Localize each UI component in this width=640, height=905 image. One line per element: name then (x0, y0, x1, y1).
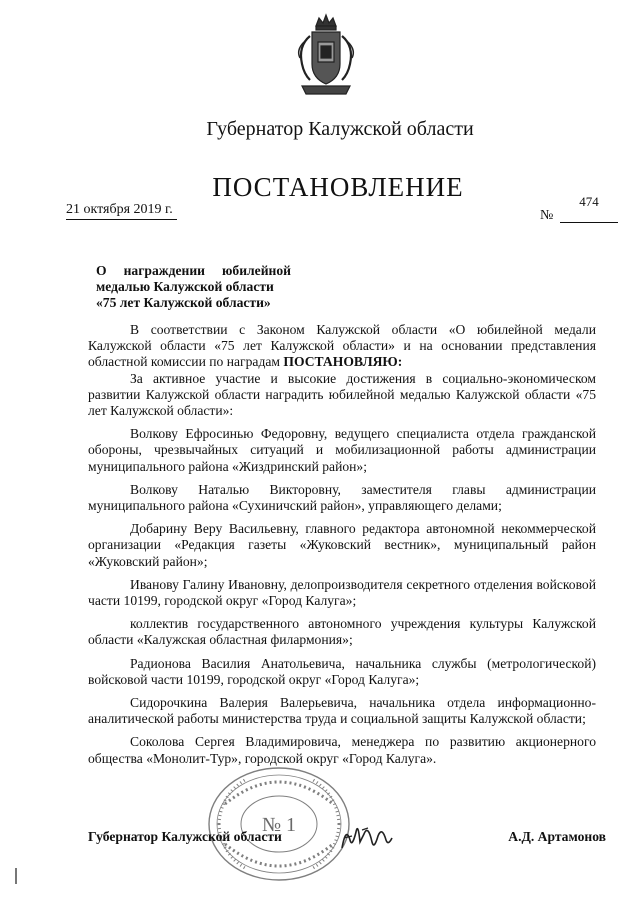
awardee-paragraph: Иванову Галину Ивановну, делопроизводителя секретного отделения войсковой части 10199, городской округ «Город Калуга»; (88, 576, 596, 609)
document-body (88, 322, 596, 767)
number-underline (560, 222, 618, 223)
number-value: 474 (579, 194, 599, 209)
resolution-paragraph: За активное участие и высокие достижения в социально-экономическом развитии Калужской области наградить юбилейной медалью Калужской области «75 лет Калужской области»: (88, 370, 596, 419)
number-sign: № (540, 208, 554, 223)
handwritten-signature (338, 818, 394, 858)
subject-line: медалью Калужской области (96, 279, 274, 294)
awardee-paragraph: Сидорочкина Валерия Валерьевича, начальника отдела информационно-аналитической работы министерства труда и социальной защиты Калужской области; (88, 695, 596, 727)
awardee-paragraph: Радионова Василия Анатольевича, начальника службы (метрологической) войсковой части 10199, городской округ «Город Калуга»; (88, 655, 596, 687)
subject-line: «75 лет Калужской области» (96, 295, 271, 310)
awardee-paragraph: Волкову Наталью Викторовну, заместителя главы администрации муниципального района «Сухиничский район», управляющего делами; (88, 481, 596, 514)
scan-edge-mark (15, 868, 17, 884)
awardee-paragraph: коллектив государственного автономного учреждения культуры Калужской области «Калужская областная филармония»; (88, 616, 596, 648)
seal-number: № 1 (261, 814, 297, 836)
signer-name: А.Д. Артамонов (508, 829, 606, 844)
intro-paragraph (88, 322, 596, 371)
document-date: 21 октября 2019 г. (66, 202, 177, 220)
decree-word: ПОСТАНОВЛЯЮ: (283, 354, 403, 370)
official-seal-stamp (205, 764, 353, 884)
intro-text: В соответствии с Законом Калужской области «О юбилейной медали Калужской области «75 лет Калужской области» и на основании представления областной комиссии по наградам (88, 322, 596, 370)
issuing-authority: Губернатор Калужской области (206, 118, 474, 140)
document-type-title: ПОСТАНОВЛЕНИЕ (212, 172, 464, 202)
coat-of-arms-emblem (292, 12, 360, 98)
subject-line: О награждении юбилейной (96, 263, 291, 278)
awardee-paragraph: Соколова Сергея Владимировича, менеджера по развитию акционерного общества «Монолит-Тур», городской округ «Город Калуга». (88, 734, 596, 766)
signer-title: Губернатор Калужской области (88, 829, 282, 844)
awardee-paragraph: Волкову Ефросинью Федоровну, ведущего специалиста отдела гражданской обороны, чрезвычайных ситуаций и мобилизационной работы администрации муниципального района «Жиздринский район»; (88, 426, 596, 474)
awardee-paragraph: Добарину Веру Васильевну, главного редактора автономной некоммерческой организации «Редакция газеты «Жуковский вестник», муниципальный район «Жуковский район»; (88, 521, 596, 569)
document-subject (96, 263, 291, 311)
